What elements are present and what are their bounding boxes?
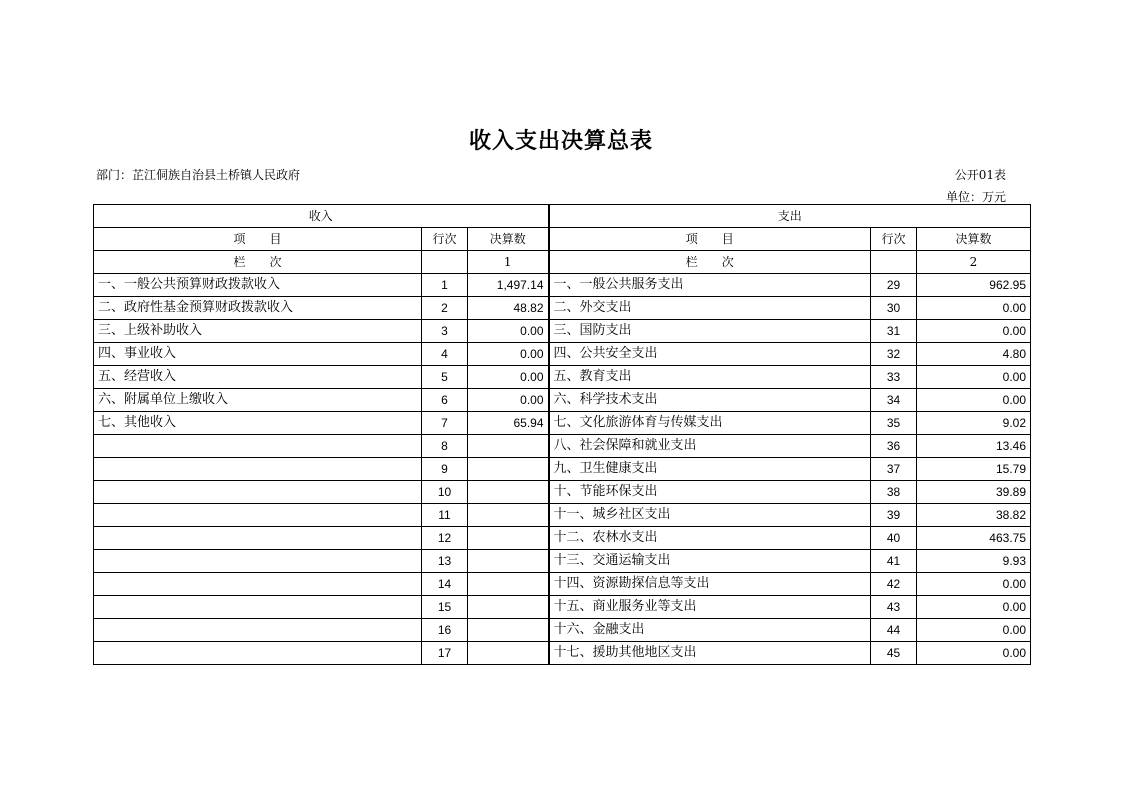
expense-item-header: 项 目 bbox=[549, 228, 871, 251]
expense-amount: 0.00 bbox=[917, 389, 1031, 412]
table-row bbox=[94, 343, 1031, 366]
income-row-number: 11 bbox=[422, 504, 468, 527]
expense-row-number: 33 bbox=[871, 366, 917, 389]
table-row bbox=[94, 596, 1031, 619]
income-item-name bbox=[94, 504, 422, 527]
income-amount bbox=[468, 481, 549, 504]
income-amount: 1,497.14 bbox=[468, 274, 549, 297]
table-row bbox=[94, 389, 1031, 412]
income-item-name: 四、事业收入 bbox=[94, 343, 422, 366]
expense-amount: 4.80 bbox=[917, 343, 1031, 366]
expense-row-number: 43 bbox=[871, 596, 917, 619]
expense-row-no-header: 行次 bbox=[871, 228, 917, 251]
expense-amount: 9.93 bbox=[917, 550, 1031, 573]
header-row-columns bbox=[94, 228, 1031, 251]
income-row-number: 5 bbox=[422, 366, 468, 389]
income-amount: 0.00 bbox=[468, 320, 549, 343]
income-row-number: 3 bbox=[422, 320, 468, 343]
expense-amount: 38.82 bbox=[917, 504, 1031, 527]
income-row-number: 4 bbox=[422, 343, 468, 366]
expense-row-number: 34 bbox=[871, 389, 917, 412]
income-amount: 0.00 bbox=[468, 343, 549, 366]
expense-item-name: 一、一般公共服务支出 bbox=[549, 274, 871, 297]
income-amount: 65.94 bbox=[468, 412, 549, 435]
expense-row-number: 30 bbox=[871, 297, 917, 320]
expense-item-name: 十二、农林水支出 bbox=[549, 527, 871, 550]
unit-label: 单位：万元 bbox=[945, 190, 1006, 204]
income-row-number: 12 bbox=[422, 527, 468, 550]
expense-item-name: 十七、援助其他地区支出 bbox=[549, 642, 871, 665]
income-row-number: 17 bbox=[422, 642, 468, 665]
expense-amount: 39.89 bbox=[917, 481, 1031, 504]
expense-item-name: 十三、交通运输支出 bbox=[549, 550, 871, 573]
expense-row-number: 29 bbox=[871, 274, 917, 297]
expense-amount: 13.46 bbox=[917, 435, 1031, 458]
income-amount bbox=[468, 458, 549, 481]
income-row-number: 15 bbox=[422, 596, 468, 619]
income-row-number: 6 bbox=[422, 389, 468, 412]
expense-item-name: 十六、金融支出 bbox=[549, 619, 871, 642]
expense-row-number: 38 bbox=[871, 481, 917, 504]
income-item-name bbox=[94, 596, 422, 619]
expense-amount: 0.00 bbox=[917, 619, 1031, 642]
income-amount: 48.82 bbox=[468, 297, 549, 320]
income-row-number: 10 bbox=[422, 481, 468, 504]
expense-row-number: 44 bbox=[871, 619, 917, 642]
expense-row-number: 35 bbox=[871, 412, 917, 435]
expense-item-name: 九、卫生健康支出 bbox=[549, 458, 871, 481]
table-row bbox=[94, 435, 1031, 458]
income-amount bbox=[468, 527, 549, 550]
income-amount bbox=[468, 504, 549, 527]
income-amount bbox=[468, 619, 549, 642]
expense-amount: 15.79 bbox=[917, 458, 1031, 481]
page-title: 收入支出决算总表 bbox=[468, 129, 653, 154]
expense-amount: 0.00 bbox=[917, 297, 1031, 320]
expense-row-number: 37 bbox=[871, 458, 917, 481]
expense-amount: 0.00 bbox=[917, 573, 1031, 596]
expense-row-number: 41 bbox=[871, 550, 917, 573]
expense-row-number: 40 bbox=[871, 527, 917, 550]
income-row-number: 9 bbox=[422, 458, 468, 481]
expense-item-name: 二、外交支出 bbox=[549, 297, 871, 320]
table-row bbox=[94, 458, 1031, 481]
department-label: 部门：芷江侗族自治县土桥镇人民政府 bbox=[96, 168, 301, 182]
expense-item-name: 五、教育支出 bbox=[549, 366, 871, 389]
income-amount bbox=[468, 435, 549, 458]
expense-row-number: 31 bbox=[871, 320, 917, 343]
income-item-name bbox=[94, 527, 422, 550]
form-number: 公开01表 bbox=[954, 168, 1006, 182]
expense-item-name: 八、社会保障和就业支出 bbox=[549, 435, 871, 458]
expense-item-name: 十、节能环保支出 bbox=[549, 481, 871, 504]
income-item-name bbox=[94, 481, 422, 504]
expense-amount: 0.00 bbox=[917, 320, 1031, 343]
expense-item-name: 十四、资源勘探信息等支出 bbox=[549, 573, 871, 596]
table-row bbox=[94, 297, 1031, 320]
table-row bbox=[94, 527, 1031, 550]
income-item-name: 一、一般公共预算财政拨款收入 bbox=[94, 274, 422, 297]
income-amount bbox=[468, 642, 549, 665]
table-row bbox=[94, 573, 1031, 596]
income-column-label: 栏 次 bbox=[94, 251, 422, 274]
expense-row-number: 39 bbox=[871, 504, 917, 527]
income-amount bbox=[468, 596, 549, 619]
expense-column-label: 栏 次 bbox=[549, 251, 871, 274]
expense-row-number: 45 bbox=[871, 642, 917, 665]
income-item-header: 项 目 bbox=[94, 228, 422, 251]
expense-amount: 9.02 bbox=[917, 412, 1031, 435]
income-row-number: 14 bbox=[422, 573, 468, 596]
expense-item-name: 七、文化旅游体育与传媒支出 bbox=[549, 412, 871, 435]
expense-item-name: 六、科学技术支出 bbox=[549, 389, 871, 412]
income-item-name bbox=[94, 619, 422, 642]
income-group-header: 收入 bbox=[94, 205, 549, 228]
income-item-name: 六、附属单位上缴收入 bbox=[94, 389, 422, 412]
income-item-name: 七、其他收入 bbox=[94, 412, 422, 435]
income-item-name bbox=[94, 573, 422, 596]
header-row-column-numbers bbox=[94, 251, 1031, 274]
income-row-number: 2 bbox=[422, 297, 468, 320]
income-amount bbox=[468, 550, 549, 573]
expense-item-name: 十五、商业服务业等支出 bbox=[549, 596, 871, 619]
expense-group-header: 支出 bbox=[549, 205, 1031, 228]
table-row bbox=[94, 550, 1031, 573]
table-row bbox=[94, 412, 1031, 435]
income-amount: 0.00 bbox=[468, 389, 549, 412]
income-row-number: 13 bbox=[422, 550, 468, 573]
table-row bbox=[94, 619, 1031, 642]
income-row-number: 1 bbox=[422, 274, 468, 297]
income-item-name bbox=[94, 642, 422, 665]
income-amount: 0.00 bbox=[468, 366, 549, 389]
income-item-name bbox=[94, 435, 422, 458]
income-column-blank bbox=[422, 251, 468, 274]
expense-item-name: 十一、城乡社区支出 bbox=[549, 504, 871, 527]
expense-amount: 0.00 bbox=[917, 366, 1031, 389]
income-item-name bbox=[94, 458, 422, 481]
income-row-number: 16 bbox=[422, 619, 468, 642]
expense-item-name: 四、公共安全支出 bbox=[549, 343, 871, 366]
income-row-no-header: 行次 bbox=[422, 228, 468, 251]
income-amount bbox=[468, 573, 549, 596]
expense-row-number: 36 bbox=[871, 435, 917, 458]
expense-amount: 0.00 bbox=[917, 642, 1031, 665]
table-row bbox=[94, 274, 1031, 297]
table-row bbox=[94, 504, 1031, 527]
expense-item-name: 三、国防支出 bbox=[549, 320, 871, 343]
expense-amount: 0.00 bbox=[917, 596, 1031, 619]
income-row-number: 7 bbox=[422, 412, 468, 435]
summary-table bbox=[93, 204, 1031, 665]
expense-amount-header: 决算数 bbox=[917, 228, 1031, 251]
expense-column-blank bbox=[871, 251, 917, 274]
expense-amount: 463.75 bbox=[917, 527, 1031, 550]
table-row bbox=[94, 320, 1031, 343]
expense-column-number: 2 bbox=[917, 251, 1031, 274]
income-item-name: 五、经营收入 bbox=[94, 366, 422, 389]
income-row-number: 8 bbox=[422, 435, 468, 458]
table-row bbox=[94, 481, 1031, 504]
income-amount-header: 决算数 bbox=[468, 228, 549, 251]
expense-amount: 962.95 bbox=[917, 274, 1031, 297]
table-row bbox=[94, 642, 1031, 665]
income-item-name: 二、政府性基金预算财政拨款收入 bbox=[94, 297, 422, 320]
income-item-name bbox=[94, 550, 422, 573]
header-row-groups bbox=[94, 205, 1031, 228]
income-column-number: 1 bbox=[468, 251, 549, 274]
table-row bbox=[94, 366, 1031, 389]
expense-row-number: 42 bbox=[871, 573, 917, 596]
expense-row-number: 32 bbox=[871, 343, 917, 366]
income-item-name: 三、上级补助收入 bbox=[94, 320, 422, 343]
